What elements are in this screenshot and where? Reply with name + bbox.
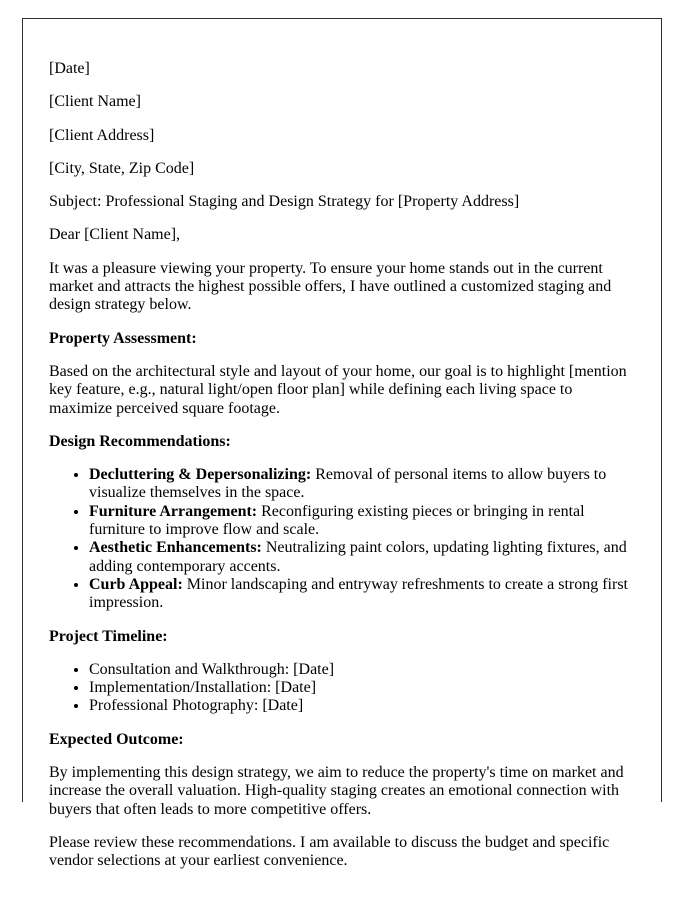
expected-outcome-heading: Expected Outcome:: [49, 730, 184, 748]
list-item-text: Reconfiguring existing pieces or bringing in rental furniture to improve flow and scale.: [89, 502, 585, 539]
list-item-text: Removal of personal items to allow buyers to visualize themselves in the space.: [89, 466, 607, 502]
list-item: [89, 539, 635, 576]
project-timeline-heading: Project Timeline:: [49, 627, 168, 645]
property-assessment-body: Based on the architectural style and layout of your home, our goal is to highlight [mention key feature, e.g., natural light/open floor plan] while defining each living space to maximize perceived square footage.: [49, 362, 627, 417]
subject-line: Subject: Professional Staging and Design Strategy for [Property Address]: [49, 193, 520, 211]
intro-paragraph: It was a pleasure viewing your property. To ensure your home stands out in the current market and attracts the highest possible offers, I have outlined a customized staging and design strategy below.: [49, 259, 612, 314]
list-item: [89, 466, 635, 503]
list-item: • Implementation/Installation: [Date]: [89, 679, 635, 697]
list-item-text: Neutralizing paint colors, updating lighting fixtures, and adding contemporary accents.: [89, 539, 627, 575]
list-item-text: Minor landscaping and entryway refreshments to create a strong first impression.: [89, 575, 628, 612]
letter-page: [22, 18, 662, 870]
property-assessment-heading: Property Assessment:: [49, 329, 197, 347]
project-timeline-list: [49, 661, 635, 716]
date-line: [Date]: [49, 60, 90, 77]
design-recommendations-heading: Design Recommendations:: [49, 432, 231, 450]
salutation: Dear [Client Name],: [49, 226, 181, 244]
list-item: [89, 576, 635, 613]
recipient-name: [Client Name]: [49, 93, 141, 111]
list-item-label: Decluttering & Depersonalizing:: [89, 466, 312, 484]
list-item-label: Aesthetic Enhancements:: [89, 539, 262, 557]
recipient-address-block: [49, 93, 635, 178]
list-item: • Professional Photography: [Date]: [89, 697, 635, 715]
list-item-label: Curb Appeal:: [89, 575, 183, 593]
list-item: [89, 503, 635, 540]
expected-outcome-body: By implementing this design strategy, we aim to reduce the property's time on market and increase the overall valuation. High-quality staging creates an emotional connection with buyers that often leads to more competitive offers.: [49, 764, 624, 818]
recipient-city-state-zip: [City, State, Zip Code]: [49, 159, 195, 177]
closing-paragraph: Please review these recommendations. I am available to discuss the budget and specific vendor selections at your earliest convenience.: [49, 833, 610, 870]
recipient-address: [Client Address]: [49, 126, 155, 144]
list-item: • Consultation and Walkthrough: [Date]: [89, 661, 635, 679]
list-item-label: Furniture Arrangement:: [89, 502, 258, 520]
design-recommendations-list: [49, 466, 635, 612]
